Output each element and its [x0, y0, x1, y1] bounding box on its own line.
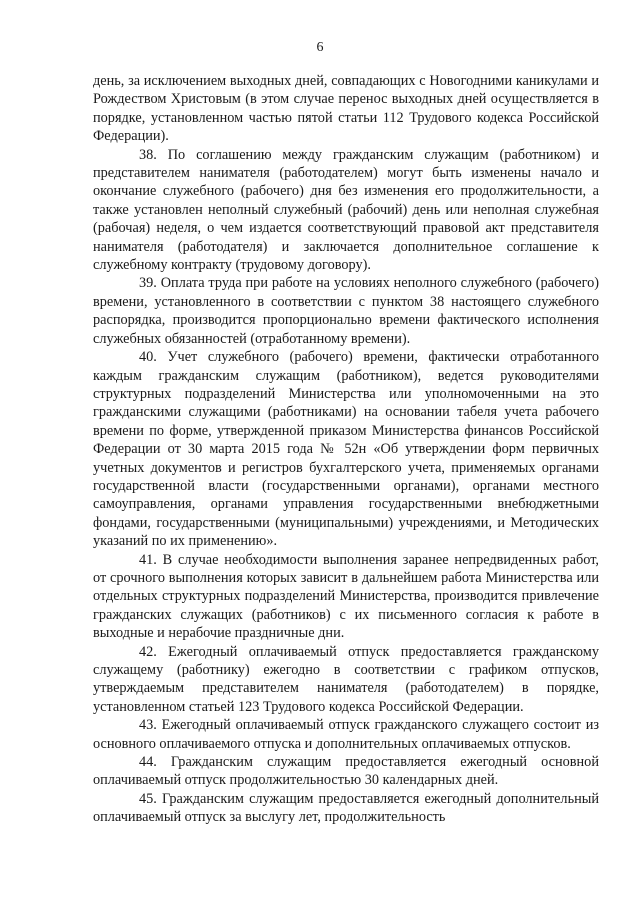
- document-body: [93, 72, 599, 827]
- paragraph-38: 38. По соглашению между гражданским служащим (работником) и представителем нанимателя (работодателем) могут быть изменены начало и окончание служебного (рабочего) дня без изменения его продолжительности, а также установлен неполный служебный (рабочий) день или неполная служебная (рабочая) неделя, о чем издается соответствующий правовой акт представителя нанимателя (работодателя) и заключается дополнительное соглашение к служебному контракту (трудовому договору).: [93, 146, 599, 274]
- paragraph-44: 44. Гражданским служащим предоставляется ежегодный основной оплачиваемый отпуск продолжительностью 30 календарных дней.: [93, 754, 599, 789]
- paragraph-45: 45. Гражданским служащим предоставляется ежегодный дополнительный оплачиваемый отпуск за выслугу лет, продолжительность: [93, 790, 599, 826]
- paragraph-39: 39. Оплата труда при работе на условиях неполного служебного (рабочего) времени, установленного в соответствии с пунктом 38 настоящего служебного распорядка, производится пропорционально времени фактического исполнения служебных обязанностей (отработанному времени).: [93, 275, 599, 347]
- page-number: 6: [316, 40, 324, 55]
- paragraph-43: 43. Ежегодный оплачиваемый отпуск гражданского служащего состоит из основного оплачиваемого отпуска и дополнительных оплачиваемых отпусков.: [93, 717, 599, 752]
- paragraph-continuation: день, за исключением выходных дней, совпадающих с Новогодними каникулами и Рождеством Христовым (в этом случае перенос выходных дней осуществляется в порядке, установленном частью пятой статьи 112 Трудового кодекса Российской Федерации).: [93, 73, 599, 145]
- paragraph-40: 40. Учет служебного (рабочего) времени, фактически отработанного каждым гражданским служащим (работником), ведется руководителями структурных подразделений Министерства или уполномоченными на это гражданскими служащими (работниками) на основании табеля учета рабочего времени по форме, утвержденной приказом Министерства финансов Российской Федерации от 30 марта 2015 года № 52н «Об утверждении форм первичных учетных документов и регистров бухгалтерского учета, применяемых органами государственной власти (государственными органами), органами местного самоуправления, органами управления государственными внебюджетными фондами, государственными (муниципальными) учреждениями, и Методических указаний по их применению».: [93, 349, 599, 550]
- paragraph-41: 41. В случае необходимости выполнения заранее непредвиденных работ, от срочного выполнения которых зависит в дальнейшем работа Министерства или отдельных структурных подразделений Министерства, производится привлечение гражданских служащих (работников) с их письменного согласия к работе в выходные и нерабочие праздничные дни.: [93, 551, 599, 642]
- paragraph-42: 42. Ежегодный оплачиваемый отпуск предоставляется гражданскому служащему (работнику) ежегодно в соответствии с графиком отпусков, утверждаемым представителем нанимателя (работодателем) в порядке, установленном статьей 123 Трудового кодекса Российской Федерации.: [93, 643, 599, 715]
